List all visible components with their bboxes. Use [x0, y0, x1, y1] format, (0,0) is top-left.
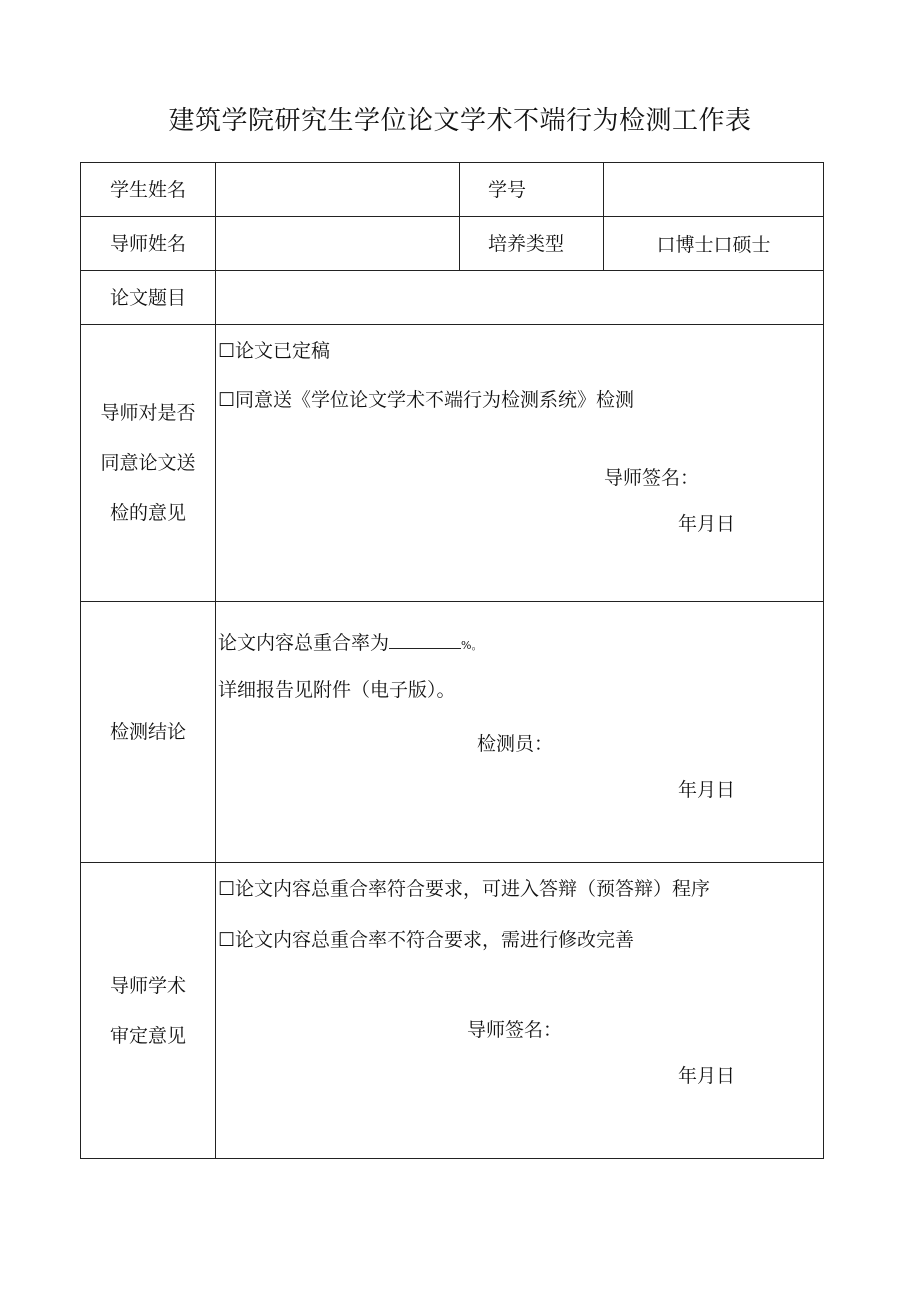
advisor-review-label — [81, 863, 216, 1159]
advisor-review-label-line2: 审定意见 — [109, 1024, 186, 1047]
advisor-opinion-label-line1: 导师对是否 — [100, 402, 196, 424]
detection-date: 年月日 — [678, 779, 736, 801]
option-needs-revision[interactable]: ☐论文内容总重合率不符合要求，需进行修改完善 — [218, 929, 635, 951]
row-advisor-opinion — [81, 325, 824, 602]
inspector-label: 检测员： — [477, 733, 554, 755]
row-student — [81, 163, 824, 217]
option-thesis-finalized[interactable]: ☐论文已定稿 — [218, 340, 331, 362]
thesis-title-field[interactable] — [216, 271, 824, 325]
thesis-title-label: 论文题目 — [81, 271, 216, 325]
overlap-rate-suffix: %。 — [461, 639, 483, 652]
student-name-label: 学生姓名 — [81, 163, 216, 217]
row-detection-result — [81, 602, 824, 863]
advisor-name-field[interactable] — [216, 217, 460, 271]
review-signature-label: 导师签名： — [467, 1019, 563, 1041]
detection-result-label: 检测结论 — [81, 602, 216, 863]
student-name-field[interactable] — [216, 163, 460, 217]
overlap-rate-prefix: 论文内容总重合率为 — [218, 632, 390, 654]
program-type-value[interactable]: 口博士口硕士 — [604, 217, 824, 271]
advisor-name-label: 导师姓名 — [81, 217, 216, 271]
advisor-review-content — [216, 863, 824, 1159]
advisor-opinion-label — [81, 325, 216, 602]
advisor-opinion-label-line2: 同意论文送 — [100, 452, 196, 474]
advisor-signature-label: 导师签名： — [604, 467, 700, 489]
advisor-opinion-content — [216, 325, 824, 602]
student-id-field[interactable] — [604, 163, 824, 217]
review-date: 年月日 — [678, 1065, 736, 1087]
row-advisor — [81, 217, 824, 271]
detection-result-content — [216, 602, 824, 863]
overlap-rate-line — [218, 630, 482, 658]
report-attachment-note: 详细报告见附件（电子版）。 — [218, 679, 456, 701]
row-advisor-review — [81, 863, 824, 1159]
option-meets-requirement[interactable]: ☐论文内容总重合率符合要求，可进入答辩（预答辩）程序 — [218, 878, 711, 900]
option-agree-detection[interactable]: ☐同意送《学位论文学术不端行为检测系统》检测 — [218, 389, 635, 411]
form-title: 建筑学院研究生学位论文学术不端行为检测工作表 — [168, 106, 752, 136]
detection-form-table — [80, 162, 824, 1159]
row-thesis-title — [81, 271, 824, 325]
program-type-label: 培养类型 — [460, 217, 604, 271]
overlap-rate-blank[interactable] — [389, 630, 461, 649]
advisor-review-label-line1: 导师学术 — [109, 974, 186, 997]
student-id-label: 学号 — [460, 163, 604, 217]
advisor-opinion-label-line3: 检的意见 — [109, 502, 186, 524]
advisor-opinion-date: 年月日 — [678, 513, 736, 535]
